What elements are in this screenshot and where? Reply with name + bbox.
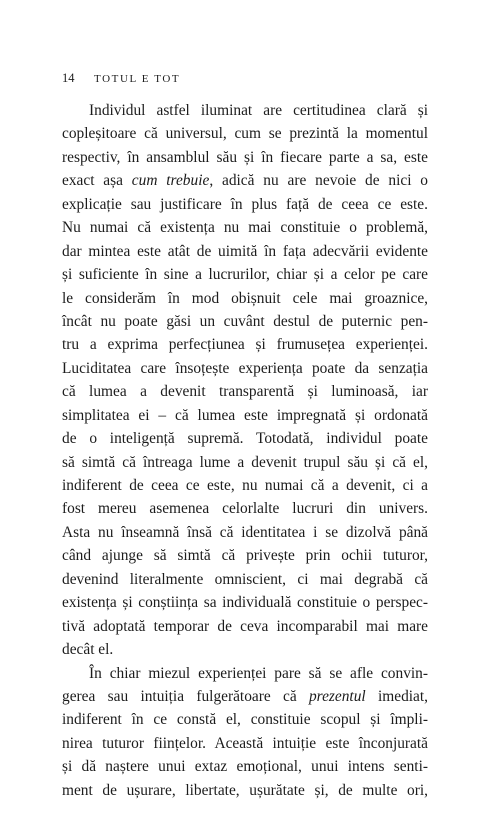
text-line: decât el. xyxy=(62,641,114,659)
text-line: copleșitoare că universul, cum se prezintă la momentul xyxy=(62,125,428,143)
text-line: încât nu poate găsi un cuvânt destul de puternic pen- xyxy=(62,312,428,330)
text-line: existența și conștiința sa individuală constituie o perspec- xyxy=(62,594,428,612)
text-line: explicație sau justificare în plus față de ceea ce este. xyxy=(62,195,428,213)
text-line: simplitatea ei – că lumea este impregnată și ordonată xyxy=(62,406,428,424)
text-line: Individul astfel iluminat are certitudinea clară și xyxy=(89,102,428,119)
text-line: tivă adoptată temporar de ceva incomparabil mai mare xyxy=(62,617,428,635)
text-line: fost mereu asemenea celorlalte lucruri din univers. xyxy=(62,500,428,518)
text-line: că lumea a devenit transparentă și luminoasă, iar xyxy=(62,383,428,401)
text-line: când ajunge să simtă că privește prin ochii tuturor, xyxy=(62,547,428,565)
text-line: indiferent în ce constă el, constituie scopul și împli- xyxy=(62,711,428,729)
text-line: nirea tuturor ființelor. Această intuiție este înconjurată xyxy=(62,734,428,752)
text-line: ment de ușurare, libertate, ușurătate și, de multe ori, xyxy=(62,781,428,799)
text-line: de o inteligență supremă. Totodată, individul poate xyxy=(62,430,428,448)
emphasis: prezentul xyxy=(308,687,366,705)
text-line: Luciditatea care însoțește experiența poate da senzația xyxy=(62,359,428,377)
text-line: dar mintea este atât de uimită în fața adecvării evidente xyxy=(62,242,428,260)
text-line: să simtă că întreaga lume a devenit trupul său și că el, xyxy=(62,453,428,471)
paragraph xyxy=(62,662,428,803)
text-line: Asta nu înseamnă însă că identitatea i se dizolvă până xyxy=(62,523,428,541)
text-line: indiferent de ceea ce este, nu numai că a devenit, ci a xyxy=(62,477,428,494)
text-line: le considerăm în mod obișnuit cele mai groaznice, xyxy=(62,289,428,307)
text-line: În chiar miezul experienței pare să se afle convin- xyxy=(89,664,428,682)
text-line: devenind literalmente omniscient, ci mai degrabă că xyxy=(62,570,428,588)
paragraph xyxy=(62,99,428,662)
running-header xyxy=(62,71,180,86)
text-line: Nu numai că existența nu mai constituie o problemă, xyxy=(62,219,428,237)
text-line: și dă naștere unui extaz emoțional, unui intens senti- xyxy=(62,758,428,776)
running-title: TOTUL E TOT xyxy=(94,73,181,85)
page-number: 14 xyxy=(62,71,75,85)
text-line: și suficiente în sine a lucrurilor, chiar și a celor pe care xyxy=(62,266,428,284)
emphasis: cum trebuie xyxy=(131,172,210,190)
text-line: tru a exprima perfecțiunea și frumusețea experienței. xyxy=(62,336,428,354)
text-line: gerea sau intuiția fulgerătoare că prezentul imediat, xyxy=(62,687,428,705)
body-text xyxy=(62,99,428,802)
text-line: respectiv, în ansamblul său și în fiecare parte a sa, este xyxy=(62,148,428,166)
text-line: exact așa cum trebuie, adică nu are nevoie de nici o xyxy=(62,172,429,190)
